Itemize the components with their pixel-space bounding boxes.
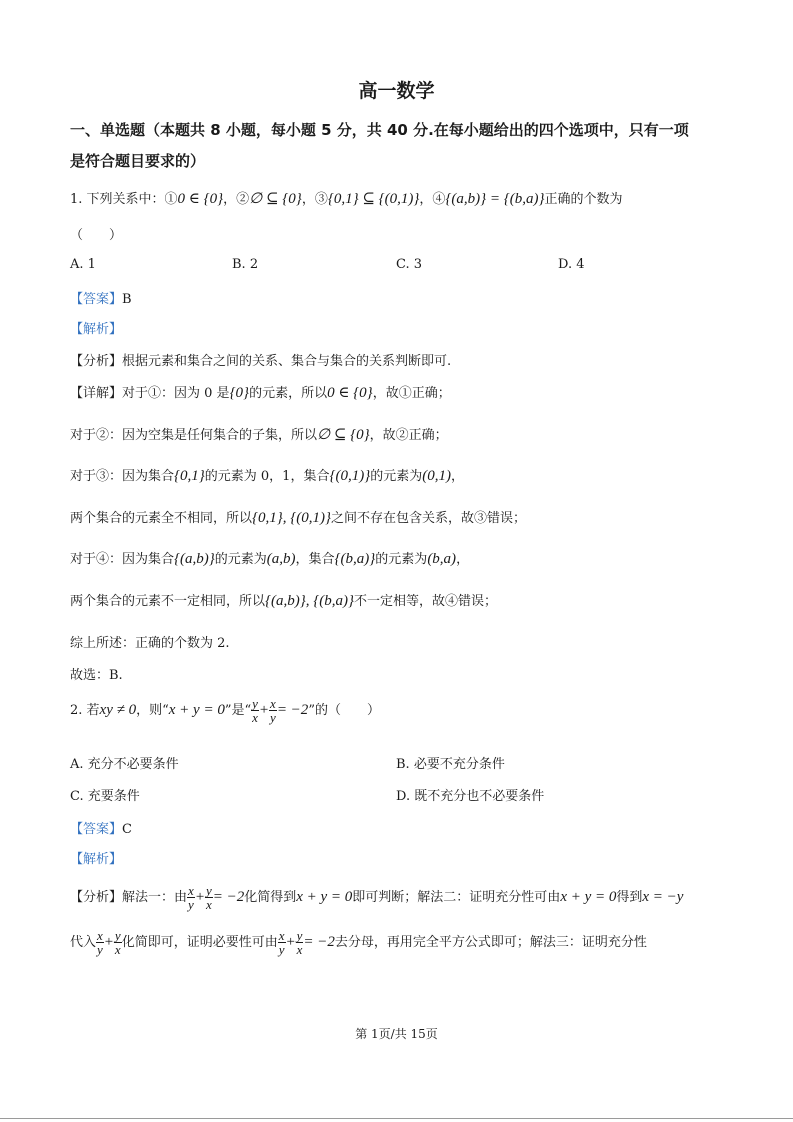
q1-detail-4: 两个集合的元素全不相同，所以{0,1}, {(0,1)}之间不存在包含关系，故③错误； (70, 510, 527, 526)
q2-fenxi-line2: 代入 $\frac{x}{y}$ + $\frac{y}{x}$ 化简即可，证明必要性可由 $\frac{x}{y}$ + $\frac{y}{x}$ = −2去分母，再用完全平方公式即可；解法三：证明充分性 (70, 928, 647, 957)
q1-option-c: C. 3 (396, 257, 423, 272)
q1-analysis-tag: 【解析】 (70, 322, 123, 337)
q2-option-d: D. 既不充分也不必要条件 (396, 789, 545, 804)
q2-fraction-2: $\frac{x}{y}$ (270, 696, 276, 725)
q1-option-a: A. 1 (70, 257, 96, 272)
q2-option-c: C. 充要条件 (70, 789, 140, 804)
answer-tag: 【答案】 (70, 292, 123, 307)
q1-detail-6: 两个集合的元素不一定相同，所以{(a,b)}, {(b,a)}不一定相等，故④错误； (70, 593, 498, 609)
q1-detail-2: 对于②：因为空集是任何集合的子集，所以∅ ⊆ {0}，故②正确； (70, 427, 448, 443)
q1-detail-3: 对于③：因为集合{0,1}的元素为 0，1，集合{(0,1)}的元素为(0,1)， (70, 468, 464, 484)
q1-math-2: ∅ ⊆ {0} (249, 191, 302, 207)
q1-detail-1: 【详解】对于①：因为 0 是{0}的元素，所以0 ∈ {0}，故①正确； (70, 385, 451, 401)
q1-math-3: {0,1} ⊆ {(0,1)} (327, 191, 420, 207)
page-footer: 第 1页/共 15页 (355, 1027, 438, 1041)
q2-answer: 【答案】C (70, 822, 132, 837)
section-heading-line1: 一、单选题（本题共 8 小题，每小题 5 分，共 40 分.在每小题给出的四个选项中，只有一项 (70, 121, 689, 139)
q1-fenxi: 【分析】根据元素和集合之间的关系、集合与集合的关系判断即可. (70, 354, 452, 369)
q1-option-d: D. 4 (558, 257, 585, 272)
q1-paren: （ ） (70, 228, 123, 243)
q1-choose: 故选：B. (70, 668, 123, 683)
section-heading-line2: 是符合题目要求的） (70, 152, 206, 170)
q1-math-4: {(a,b)} = {(b,a)} (445, 191, 545, 207)
q2-option-a: A. 充分不必要条件 (70, 757, 179, 772)
q2-option-b: B. 必要不充分条件 (396, 757, 505, 772)
q2-stem: 2. 若xy ≠ 0，则“x + y = 0”是“ $\frac{y}{x}$ + $\frac{x}{y}$ = −2”的（ ） (70, 696, 380, 725)
q1-math-1: 0 ∈ {0} (177, 191, 224, 207)
q1-option-b: B. 2 (232, 257, 259, 272)
bottom-divider (0, 1118, 793, 1119)
q1-detail-5: 对于④：因为集合{(a,b)}的元素为(a,b)，集合{(b,a)}的元素为(b,a)， (70, 551, 470, 567)
q2-analysis-tag: 【解析】 (70, 852, 123, 867)
page-title: 高一数学 (358, 80, 435, 102)
q1-stem: 1. 下列关系中：①0 ∈ {0}，②∅ ⊆ {0}，③{0,1} ⊆ {(0,1)}，④{(a,b)} = {(b,a)}正确的个数为 (70, 191, 623, 207)
q1-answer: 【答案】B (70, 292, 132, 307)
q2-fraction-1: $\frac{y}{x}$ (252, 696, 258, 725)
q1-summary: 综上所述：正确的个数为 2. (70, 636, 230, 651)
q2-fenxi-line1: 【分析】解法一：由 $\frac{x}{y}$ + $\frac{y}{x}$ = −2化简得到x + y = 0即可判断；解法二：证明充分性可由x + y = 0得到x = −y (70, 883, 684, 912)
